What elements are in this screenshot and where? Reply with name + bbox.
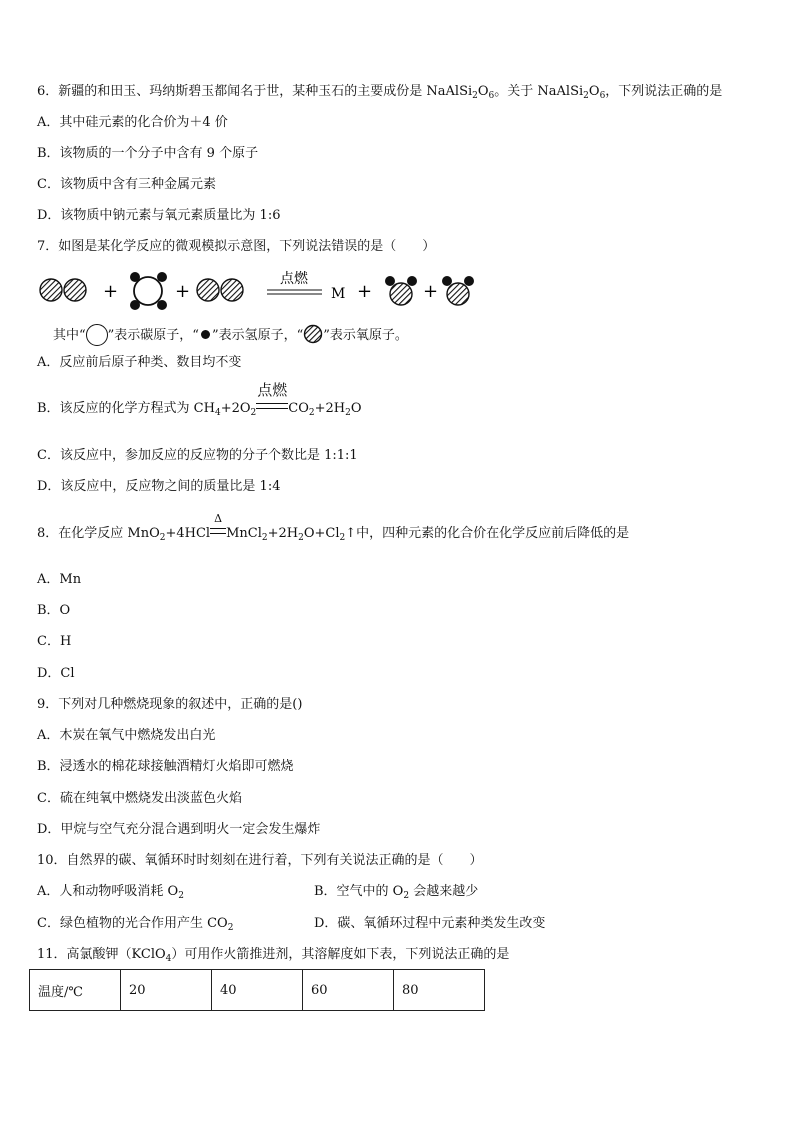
q10-stem: 10．自然界的碳、氧循环时时刻刻在进行着，下列有关说法正确的是（ ） — [37, 853, 483, 868]
q8-option-d[interactable]: D．Cl — [37, 666, 75, 681]
q8-option-b[interactable]: B．O — [37, 603, 71, 618]
plus-sign-2: + — [175, 281, 191, 302]
q11-stem: 11．高氯酸钾（KClO$_4$）可用作火箭推进剂，其溶解度如下表，下列说法正确的是 — [37, 947, 510, 964]
q9-option-b[interactable]: B．浸透水的棉花球接触酒精灯火焰即可燃烧 — [37, 759, 294, 774]
q7-option-d[interactable]: D．该反应中，反应物之间的质量比是 1:4 — [37, 479, 281, 494]
oxygen-molecule-1 — [40, 279, 86, 301]
q7-legend: 其中“ ”表示碳原子，“ ”表示氢原子，“ ”表示氧原子。 — [53, 324, 408, 346]
q8-stem: 8．在化学反应 MnO$_2$+4HCl Δ $MnCl_2+2H_2O+Cl_2↑$中，四种元素的化合价在化学反应前后降低的是 — [37, 512, 630, 543]
q8-option-c[interactable]: C．H — [37, 634, 72, 649]
q9-option-a[interactable]: A．木炭在氧气中燃烧发出白光 — [37, 728, 216, 743]
table-cell: 40 — [212, 970, 303, 1011]
plus-sign-3: + — [357, 281, 373, 302]
q6-option-a[interactable]: A．其中硅元素的化合价为＋4 价 — [37, 115, 228, 130]
q7-option-b[interactable]: B．该反应的化学方程式为 $CH_4+2O_2$ 点燃 $CO_2+2H_2O$ — [37, 381, 362, 418]
q7-option-a[interactable]: A．反应前后原子种类、数目均不变 — [37, 355, 242, 370]
oxygen-atom-icon — [303, 324, 323, 344]
q9-stem: 9．下列对几种燃烧现象的叙述中，正确的是() — [37, 697, 303, 712]
solubility-table — [29, 969, 485, 1011]
eq-arrow-b: 点燃 — [256, 401, 288, 417]
oxygen-molecule-2 — [197, 279, 243, 301]
table-cell: 80 — [394, 970, 485, 1011]
plus-sign-1: + — [103, 281, 119, 302]
water-molecule-2 — [442, 276, 474, 305]
reaction-diagram — [35, 266, 495, 316]
methane-molecule — [130, 272, 167, 310]
plus-sign-4: + — [423, 281, 439, 302]
q10-option-c[interactable]: C．绿色植物的光合作用产生 $CO_2$ — [37, 916, 234, 933]
q10-option-d[interactable]: D．碳、氧循环过程中元素种类发生改变 — [314, 916, 546, 931]
q6-option-c[interactable]: C．该物质中含有三种金属元素 — [37, 177, 216, 192]
hydrogen-atom-icon — [201, 330, 210, 339]
q8-option-a[interactable]: A．Mn — [37, 572, 82, 587]
q6-option-d[interactable]: D．该物质中钠元素与氧元素质量比为 1:6 — [37, 208, 281, 223]
table-header-cell: 温度/℃ — [30, 970, 121, 1011]
table-cell: 60 — [303, 970, 394, 1011]
q7-option-c[interactable]: C．该反应中，参加反应的反应物的分子个数比是 1:1:1 — [37, 448, 358, 463]
eq-arrow-q8: Δ — [210, 526, 226, 542]
table-cell: 20 — [121, 970, 212, 1011]
q9-option-c[interactable]: C．硫在纯氧中燃烧发出淡蓝色火焰 — [37, 791, 242, 806]
carbon-atom-icon — [86, 324, 108, 346]
q9-option-d[interactable]: D．甲烷与空气充分混合遇到明火一定会发生爆炸 — [37, 822, 321, 837]
q6-stem: 6．新疆的和田玉、玛纳斯碧玉都闻名于世，某种玉石的主要成份是 $NaAlSi_2O_6$。关于 $NaAlSi_2O_6$，下列说法正确的是 — [37, 84, 723, 101]
table-row — [30, 970, 485, 1011]
reaction-condition: 点燃 — [280, 271, 308, 287]
q6-option-b[interactable]: B．该物质的一个分子中含有 9 个原子 — [37, 146, 259, 161]
q10-option-a[interactable]: A．人和动物呼吸消耗 $O_2$ — [37, 884, 184, 901]
q7-stem: 7．如图是某化学反应的微观模拟示意图，下列说法错误的是（ ） — [37, 239, 436, 254]
product-m: M — [331, 286, 346, 302]
water-molecule-1 — [385, 276, 417, 305]
q10-option-b[interactable]: B．空气中的 $O_2$ 会越来越少 — [314, 884, 479, 901]
